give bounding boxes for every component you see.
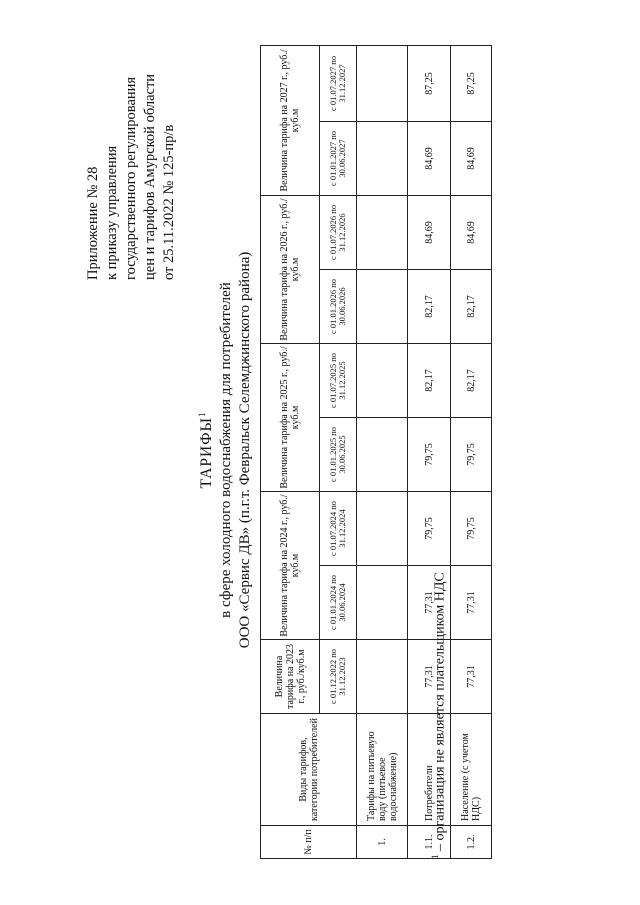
footnote bbox=[430, 572, 449, 859]
document-subtitle: в сфере холодного водоснабжения для потребителей bbox=[218, 282, 235, 618]
period-cell: с 01.01.2025 по 30.06.2025 bbox=[320, 417, 357, 491]
value-cell: 79,75 bbox=[451, 491, 492, 565]
value-cell: 79,75 bbox=[408, 491, 451, 565]
value-cell bbox=[357, 195, 408, 269]
value-cell: 84,69 bbox=[408, 195, 451, 269]
header-type: Виды тарифов, категории потребителей bbox=[261, 714, 357, 826]
value-cell: 82,17 bbox=[408, 343, 451, 417]
period-cell: с 01.07.2024 по 31.12.2024 bbox=[320, 491, 357, 565]
period-cell: с 01.07.2027 по 31.12.2027 bbox=[320, 45, 357, 121]
value-cell: 87,25 bbox=[451, 45, 492, 121]
value-cell bbox=[357, 343, 408, 417]
value-cell: 84,69 bbox=[408, 121, 451, 195]
appendix-line: государственного регулирования bbox=[123, 76, 139, 280]
appendix-reference bbox=[84, 30, 179, 280]
rotated-document-page bbox=[22, 15, 622, 885]
appendix-line: Приложение № 28 bbox=[85, 166, 101, 280]
table-header-row bbox=[261, 45, 320, 858]
tariff-table bbox=[260, 45, 492, 859]
period-cell: с 01.01.2027 по 30.06.2027 bbox=[320, 121, 357, 195]
value-cell: 77,31 bbox=[451, 566, 492, 640]
value-cell: 82,17 bbox=[451, 343, 492, 417]
value-cell: 87,25 bbox=[408, 45, 451, 121]
title-footnote-mark: 1 bbox=[197, 411, 207, 418]
table-row bbox=[357, 45, 408, 858]
row-num: 1.1. bbox=[408, 826, 451, 859]
organization-name: ООО «Сервис ДВ» (п.г.т. Февральск Селемджинского района) bbox=[237, 251, 254, 649]
value-cell: 77,31 bbox=[408, 566, 451, 640]
appendix-line: от 25.11.2022 № 125-пр/в bbox=[161, 124, 177, 280]
value-cell: 79,75 bbox=[408, 417, 451, 491]
row-num: 1.2. bbox=[451, 826, 492, 859]
header-year-2025: Величина тарифа на 2025 г., руб./куб.м bbox=[261, 343, 320, 491]
appendix-line: цен и тарифов Амурской области bbox=[142, 73, 158, 280]
footnote-text: – организация не является плательщиком НДС bbox=[432, 572, 448, 855]
table-row bbox=[451, 45, 492, 858]
value-cell bbox=[357, 640, 408, 714]
value-cell: 82,17 bbox=[408, 269, 451, 343]
value-cell bbox=[357, 121, 408, 195]
period-cell: с 01.07.2026 по 31.12.2026 bbox=[320, 195, 357, 269]
header-year-2026: Величина тарифа на 2026 г., руб./куб.м bbox=[261, 195, 320, 343]
header-num: № п/п bbox=[261, 826, 357, 859]
value-cell: 77,31 bbox=[408, 640, 451, 714]
value-cell bbox=[357, 45, 408, 121]
row-label: Потребители bbox=[408, 714, 451, 826]
header-year-2024: Величина тарифа на 2024 г., руб./куб.м bbox=[261, 491, 320, 639]
row-label: Население (с учетом НДС) bbox=[451, 714, 492, 826]
value-cell: 79,75 bbox=[451, 417, 492, 491]
header-year-2023: Величина тарифа на 2023 г., руб./куб.м bbox=[261, 640, 320, 714]
period-cell: с 01.01.2024 по 30.06.2024 bbox=[320, 566, 357, 640]
document-title bbox=[192, 15, 217, 885]
appendix-line: к приказу управления bbox=[104, 145, 120, 280]
period-cell: с 01.07.2025 по 31.12.2025 bbox=[320, 343, 357, 417]
row-label: Тарифы на питьевую воду (питьевое водоснабжение) bbox=[357, 714, 408, 826]
row-num: 1. bbox=[357, 826, 408, 859]
value-cell: 82,17 bbox=[451, 269, 492, 343]
header-year-2027: Величина тарифа на 2027 г., руб./куб.м bbox=[261, 45, 320, 195]
document-title-block bbox=[192, 15, 255, 885]
value-cell: 84,69 bbox=[451, 121, 492, 195]
value-cell bbox=[357, 566, 408, 640]
value-cell: 77,31 bbox=[451, 640, 492, 714]
value-cell bbox=[357, 491, 408, 565]
period-cell: с 01.01.2026 по 30.06.2026 bbox=[320, 269, 357, 343]
value-cell bbox=[357, 417, 408, 491]
title-text: ТАРИФЫ bbox=[198, 417, 216, 489]
value-cell: 84,69 bbox=[451, 195, 492, 269]
value-cell bbox=[357, 269, 408, 343]
period-cell: с 01.12.2022 по 31.12.2023 bbox=[320, 640, 357, 714]
footnote-mark: 1 bbox=[430, 854, 440, 859]
